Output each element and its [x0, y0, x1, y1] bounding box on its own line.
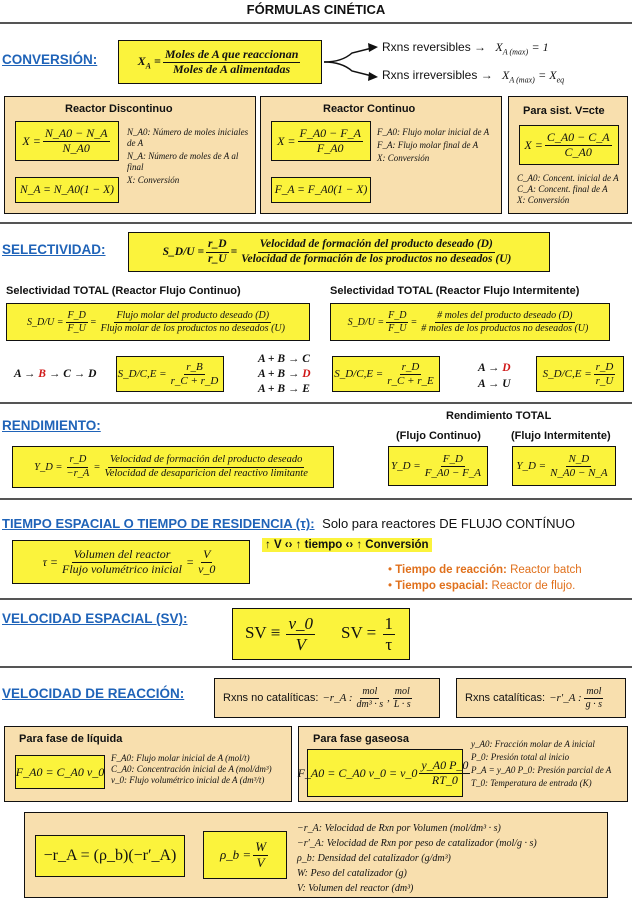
- noncat-u2-num: mol: [394, 686, 410, 697]
- gas-formula: [297, 749, 469, 797]
- batch-f2: N_A = N_A0(1 − X): [20, 184, 114, 196]
- sel-total-cont-lhs: S_D/U =: [27, 316, 64, 328]
- conversion-den: Moles de A alimentadas: [172, 61, 291, 76]
- divider: [0, 598, 632, 600]
- noncat-label: Rxns no catalíticas:: [223, 692, 319, 704]
- selectividad-heading: SELECTIVIDAD:: [2, 242, 106, 257]
- ex1-lhs: S_D/C,E =: [117, 368, 167, 380]
- legend-item: V: Volumen del reactor (dm³): [297, 883, 414, 894]
- tiempo-eq2-num: V: [203, 546, 211, 561]
- irreversible-x: X: [502, 68, 510, 82]
- divider: [0, 666, 632, 668]
- batch-f1-den: N_A0: [62, 140, 90, 155]
- sel-total-cont-fnum: F_D: [67, 310, 86, 321]
- ex3-lhs: S_D/C,E =: [542, 368, 592, 380]
- ex3-reaction: A → D: [478, 362, 511, 374]
- vconst-f1-num: C_A0 − C_A: [546, 129, 610, 144]
- rend-total-header: Rendimiento TOTAL: [446, 410, 552, 422]
- batch-formula-n: [15, 177, 119, 203]
- sel-den: Velocidad de formación de los productos no deseados (U): [241, 252, 512, 265]
- sel-total-int-fnum: F_D: [388, 310, 407, 321]
- sel-total-int-header: Selectividad TOTAL (Reactor Flujo Intermitente): [330, 285, 580, 297]
- continuous-f1-num: F_A0 − F_A: [299, 125, 361, 140]
- sel-ex3-formula: [536, 356, 624, 392]
- rend-r-num: r_D: [67, 454, 88, 467]
- continuous-f1-lhs: X =: [277, 133, 296, 148]
- rend-cont-num: F_D: [442, 452, 463, 465]
- tiempo-bullets: [388, 562, 582, 594]
- vconst-formula: [519, 125, 619, 165]
- cat-label: Rxns catalíticas:: [465, 692, 546, 704]
- sel-total-cont-fden: F_U: [67, 322, 86, 334]
- batch-note: N_A: Número de moles de A al final: [127, 151, 239, 172]
- reversible-line: [382, 40, 549, 56]
- liquid-formula: [15, 755, 105, 789]
- reversible-label: Rxns reversibles →: [382, 40, 487, 54]
- sel-total-cont-den: Flujo molar de los productos no deseados (U): [100, 322, 285, 334]
- batch-reactor-panel: [4, 96, 256, 214]
- sv-formula: [232, 608, 410, 660]
- ex2-reaction: A + B →: [258, 368, 303, 380]
- tiempo-den: Flujo volumétrico inicial: [61, 561, 182, 576]
- sel-num: Velocidad de formación del producto deseado (D): [258, 238, 495, 252]
- noncat-u1-den: dm³ · s: [356, 698, 384, 710]
- liquid-note: C_A0: Concentración inicial de A (mol/dm³): [111, 764, 272, 774]
- noncat-u1-num: mol: [362, 686, 378, 697]
- rend-num: Velocidad de formación del producto deseado: [108, 454, 304, 467]
- vconst-notes: [517, 173, 629, 206]
- sel-total-cont-num: Flujo molar del producto deseado (D): [116, 310, 270, 321]
- tiempo-heading-row: [2, 516, 575, 531]
- tiempo-bullet-2: • Tiempo espacial: Reactor de flujo.: [388, 580, 576, 592]
- gas-notes: [471, 739, 627, 789]
- ex1-den: r_C + r_D: [170, 374, 219, 387]
- rend-cont-lhs: Y_D =: [390, 460, 421, 472]
- vconst-f1-lhs: X =: [524, 137, 543, 152]
- batch-formula-x: [15, 121, 119, 161]
- vconst-note: C_A0: Concent. inicial de A: [517, 173, 619, 183]
- reversible-rhs: = 1: [531, 40, 549, 54]
- liquid-phase-panel: [4, 726, 292, 802]
- ex1-num: r_B: [186, 360, 203, 373]
- conversion-num: Moles de A que reaccionan: [164, 46, 299, 61]
- bullet1-text: Reactor batch: [510, 564, 582, 576]
- sel-total-int-fden: F_U: [388, 322, 407, 334]
- relation-formula: [35, 835, 185, 877]
- relation-panel: [24, 812, 608, 898]
- rend-cont-formula: [388, 446, 488, 486]
- relation-formula-text: −r_A = (ρ_b)(−r′_A): [43, 847, 177, 864]
- velocidad-reaccion-heading: VELOCIDAD DE REACCIÓN:: [2, 686, 185, 701]
- batch-f1-lhs: X =: [22, 133, 41, 148]
- cat-den: g · s: [585, 698, 603, 710]
- sel-r-den: r_U: [208, 252, 227, 265]
- rendimiento-heading: RENDIMIENTO:: [2, 418, 101, 433]
- vconst-f1-den: C_A0: [564, 144, 592, 159]
- sv-f1-den: V: [295, 634, 306, 654]
- ex2-den: r_C + r_E: [387, 374, 434, 387]
- vconst-note: C_A: Concent. final de A: [517, 184, 608, 194]
- sel-ex2-reactions: [258, 352, 311, 397]
- divider: [0, 402, 632, 404]
- rend-int-formula: [512, 446, 616, 486]
- tiempo-bullet-1: • Tiempo de reacción: Reactor batch: [388, 564, 582, 576]
- rend-int-den: N_A0 − N_A: [550, 466, 608, 479]
- ex2-red-product: D: [302, 368, 311, 380]
- ex2-lhs: S_D/C,E =: [334, 368, 384, 380]
- irreversible-line: [382, 68, 564, 84]
- batch-note: X: Conversión: [127, 175, 180, 185]
- divider: [0, 22, 632, 24]
- gas-formula-a: F_A0 = C_A0 v_0 = v_0: [297, 765, 418, 780]
- rho-den: V: [256, 854, 265, 870]
- continuous-f2: F_A = F_A0(1 − X): [274, 184, 368, 196]
- ex3-reaction: A → U: [478, 378, 511, 390]
- sel-total-cont-formula: S_D/U = $\frac{F\_D}{F\_U}$ = $\frac{\text{Flujo molar del producto deseado (D)}}{\text{Flujo molar de los productos no deseados (U)}}$: [6, 303, 310, 341]
- continuous-note: X: Conversión: [377, 153, 430, 163]
- gas-note: T_0: Temperatura de entrada (K): [471, 778, 592, 788]
- sel-ex3-reactions: [478, 360, 511, 392]
- rho-num: W: [255, 838, 267, 854]
- divider: [0, 222, 632, 224]
- sv-f1-lhs: SV ≡: [244, 622, 281, 642]
- gas-note: P_0: Presión total al inicio: [471, 752, 570, 762]
- sel-lhs: S_D/U =: [162, 246, 205, 258]
- cat-panel: [456, 678, 626, 718]
- gas-note: y_A0: Fracción molar de A inicial: [471, 739, 595, 749]
- rend-r-den: −r_A: [66, 467, 90, 479]
- sel-total-cont-header: Selectividad TOTAL (Reactor Flujo Continuo): [6, 285, 241, 297]
- tiempo-lhs: τ =: [42, 554, 58, 569]
- batch-note: N_A0: Número de moles iniciales de A: [127, 127, 249, 148]
- reversible-x: X: [495, 40, 503, 54]
- sel-total-int-num: # moles del producto deseado (D): [437, 310, 573, 321]
- page-title: FÓRMULAS CINÉTICA: [246, 2, 386, 17]
- irreversible-sub: A (max): [509, 75, 535, 85]
- irreversible-rhs-sub: eq: [556, 75, 565, 85]
- tiempo-formula: τ = $\frac{\text{Volumen del reactor}}{\text{Flujo volumétrico inicial}}$ = $\frac{V}{v\_0}$: [12, 540, 250, 584]
- gas-num: y_A0 P_0: [421, 757, 469, 772]
- velocidad-espacial-heading: VELOCIDAD ESPACIAL (SV):: [2, 611, 188, 626]
- legend-item: ρ_b: Densidad del catalizador (g/dm³): [297, 853, 451, 864]
- ex3-num: r_D: [595, 360, 614, 373]
- liquid-header: Para fase de líquida: [19, 733, 123, 745]
- ex3-den: r_U: [595, 374, 614, 387]
- continuous-note: F_A: Flujo molar final de A: [377, 140, 479, 150]
- ex1-part: A →: [14, 368, 39, 380]
- liquid-notes: [111, 753, 293, 786]
- continuous-f1-den: F_A0: [316, 140, 344, 155]
- branch-arrows: [322, 40, 380, 84]
- rend-int-num: N_D: [568, 452, 590, 465]
- continuous-reactor-panel: [260, 96, 502, 214]
- ex2-num: r_D: [401, 360, 420, 373]
- batch-header: Reactor Discontinuo: [65, 103, 173, 115]
- gas-header: Para fase gaseosa: [313, 733, 410, 745]
- irreversible-label: Rxns irreversibles →: [382, 68, 493, 82]
- tiempo-eq2-den: v_0: [198, 561, 216, 576]
- sel-ex1-formula: [116, 356, 224, 392]
- conversion-lhs-sub: A: [145, 61, 151, 71]
- sel-ex1-reaction: [14, 368, 96, 380]
- rend-int-lhs: Y_D =: [516, 460, 547, 472]
- sv-f2-num: 1: [384, 613, 393, 633]
- rend-cont-den: F_A0 − F_A: [424, 466, 482, 479]
- rendimiento-formula: Y_D = $\frac{r\_D}{-r\_A}$ = $\frac{\text{Velocidad de formación del producto deseado}}{\text{Velocidad de desaparicion del reactivo limitante}}$: [12, 446, 334, 488]
- conversion-formula: $X_A$ = $\frac{\text{Moles de A que reaccionan}}{\text{Moles de A alimentadas}}$: [118, 40, 322, 84]
- rend-int-header: (Flujo Intermitente): [511, 430, 611, 442]
- rend-den: Velocidad de desaparicion del reactivo limitante: [104, 467, 308, 479]
- liquid-note: v_0: Flujo volumétrico inicial de A (dm³/t): [111, 775, 265, 785]
- bullet2-label: Tiempo espacial:: [395, 580, 489, 592]
- cat-num: mol: [586, 686, 602, 697]
- irreversible-rhs: = X: [538, 68, 557, 82]
- liquid-formula-text: F_A0 = C_A0 v_0: [15, 764, 105, 779]
- cat-lhs: −r′_A :: [549, 692, 582, 704]
- sv-f1-num: v_0: [288, 613, 314, 633]
- bullet1-label: Tiempo de reacción:: [395, 564, 507, 576]
- liquid-note: F_A0: Flujo molar inicial de A (mol/t): [111, 753, 250, 763]
- vconst-note: X: Conversión: [517, 195, 570, 205]
- gas-phase-panel: [298, 726, 628, 802]
- continuous-notes: [377, 127, 501, 164]
- sel-total-int-den: # moles de los productos no deseados (U): [421, 322, 589, 334]
- sel-r-num: r_D: [206, 238, 229, 252]
- vconst-header: Para sist. V=cte: [523, 105, 605, 117]
- tiempo-subtitle: Solo para reactores DE FLUJO CONTÍNUO: [322, 516, 576, 531]
- sel-total-int-lhs: S_D/U =: [347, 316, 385, 328]
- rho-lhs: ρ_b =: [219, 847, 252, 862]
- ex1-part: → C → D: [45, 368, 97, 380]
- relation-legend: [297, 821, 607, 896]
- legend-item: −r_A: Velocidad de Rxn por Volumen (mol/dm³ · s): [297, 823, 501, 834]
- gas-den: RT_0: [431, 772, 458, 787]
- legend-item: −r′_A: Velocidad de Rxn por peso de catalizador (mol/g · s): [297, 838, 537, 849]
- bullet2-text: Reactor de flujo.: [491, 580, 576, 592]
- sel-ex2-formula: [332, 356, 440, 392]
- reversible-sub: A (max): [502, 47, 529, 57]
- continuous-note: F_A0: Flujo molar inicial de A: [377, 127, 490, 137]
- ex1-part-red: B: [38, 368, 46, 380]
- continuous-formula-x: [271, 121, 371, 161]
- rho-formula: [203, 831, 287, 879]
- batch-f1-num: N_A0 − N_A: [44, 125, 108, 140]
- vconst-panel: [508, 96, 628, 214]
- legend-item: W: Peso del catalizador (g): [297, 868, 407, 879]
- conversion-heading: CONVERSIÓN:: [2, 52, 98, 67]
- continuous-header: Reactor Continuo: [323, 103, 416, 115]
- batch-notes: [127, 127, 253, 186]
- ex3-red-product: D: [502, 362, 511, 374]
- conversion-lhs: X: [137, 53, 146, 68]
- ex2-reaction: A + B → E: [258, 383, 310, 395]
- selectividad-formula: S_D/U = $\frac{r\_D}{r\_U}$ = $\frac{\text{Velocidad de formación del producto deseado (D)}}{\text{Velocidad de formación de los productos no deseados (U)}}$: [128, 232, 550, 272]
- ex2-reaction: A + B → C: [258, 353, 310, 365]
- rend-cont-header: (Flujo Continuo): [396, 430, 481, 442]
- continuous-formula-f: [271, 177, 371, 203]
- gas-note: P_A = y_A0 P_0: Presión parcial de A: [471, 765, 612, 775]
- tiempo-heading: TIEMPO ESPACIAL O TIEMPO DE RESIDENCIA (τ):: [2, 516, 315, 531]
- noncat-lhs: −r_A :: [322, 692, 353, 704]
- noncat-u2-den: L · s: [393, 698, 411, 710]
- tiempo-num: Volumen del reactor: [73, 546, 171, 561]
- sv-f2-lhs: SV =: [340, 622, 377, 642]
- divider: [0, 498, 632, 500]
- noncat-panel: Rxns no catalíticas: −r_A : $\frac{\text{mol}}{\text{dm³ · s}}$ , $\frac{\text{mol}}{L \cdot s}$: [214, 678, 440, 718]
- tiempo-trend: ↑ V ‹› ↑ tiempo ‹› ↑ Conversión: [262, 538, 432, 552]
- sel-total-int-formula: S_D/U = $\frac{F\_D}{F\_U}$ = $\frac{\text{\# moles del producto deseado (D)}}{\text{\# moles de los productos no deseados (U)}}$: [330, 303, 610, 341]
- sv-f2-den: τ: [385, 634, 393, 654]
- rend-lhs: Y_D =: [34, 461, 63, 473]
